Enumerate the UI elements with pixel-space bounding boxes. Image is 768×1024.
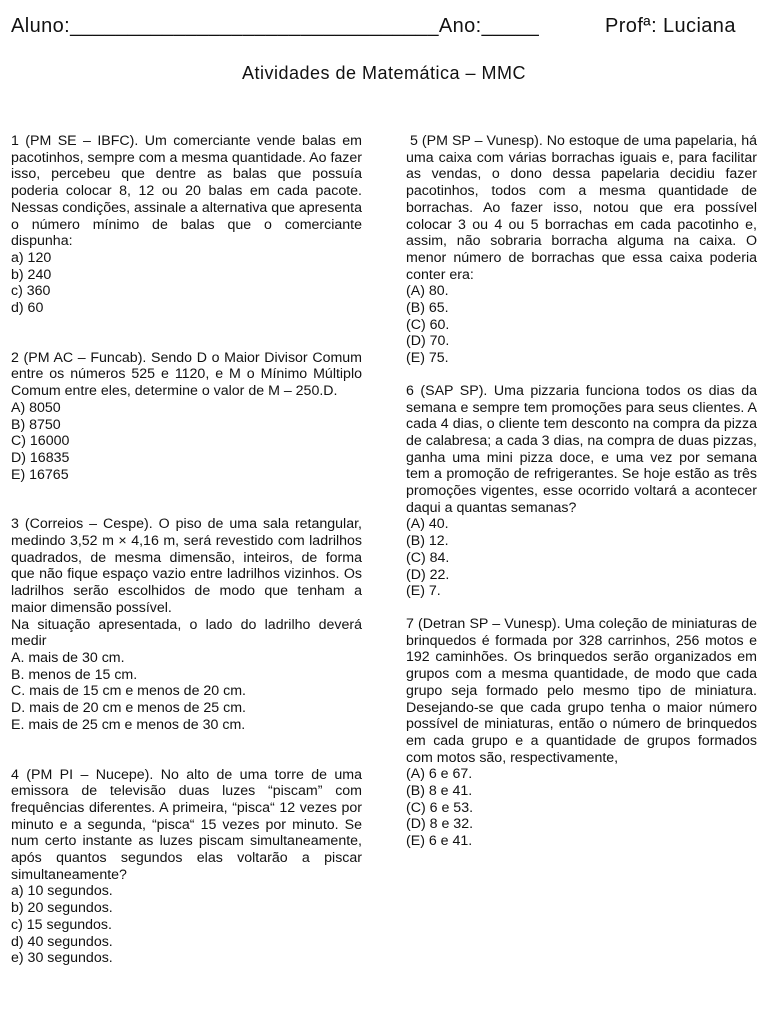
question-text: 7 (Detran SP – Vunesp). Uma coleção de miniaturas de brinquedos é formada por 328 carrinhos, 256 motos e 192 caminhões. Os brinquedos serão organizados em grupos com a mesma quantidade, de modo que cada grupo seja formado pelo mesmo tipo de miniatura. Desejando-se que cada grupo tenha o maior número possível de miniaturas, então o número de brinquedos em cada grupo e a quantidade de grupos formados com motos são, respectivamente,	[406, 615, 757, 766]
answer-options	[11, 400, 362, 484]
option-e: (E) 6 e 41.	[406, 833, 473, 850]
question-6	[406, 383, 757, 600]
right-column	[406, 133, 761, 850]
page-title: Atividades de Matemática – MMC	[241, 63, 527, 83]
answer-options	[406, 766, 757, 850]
option-c: c) 360	[11, 283, 51, 300]
option-c: C. mais de 15 cm e menos de 20 cm.	[11, 683, 246, 700]
question-text: 5 (PM SP – Vunesp). No estoque de uma papelaria, há uma caixa com várias borrachas iguais e, para facilitar as vendas, o dono dessa papelaria decidiu fazer pacotinhos, todos com a mesma quantidade de borrachas. Ao fazer isso, notou que era possível colocar 3 ou 4 ou 5 borrachas em cada pacotinho e, assim, não sobraria borracha alguma na caixa. O menor número de borrachas que essa caixa poderia conter era:	[406, 133, 761, 283]
question-1	[11, 133, 362, 317]
option-d: (D) 22.	[406, 566, 450, 583]
option-d: (D) 8 e 32.	[406, 816, 474, 833]
option-a: A) 8050	[11, 399, 61, 416]
option-b: (B) 65.	[406, 300, 449, 317]
question-subtext: Na situação apresentada, o lado do ladrilho deverá medir	[11, 616, 362, 650]
option-c: C) 16000	[11, 433, 70, 450]
option-d: d) 40 segundos.	[11, 933, 113, 950]
answer-options	[11, 650, 362, 734]
question-text: 2 (PM AC – Funcab). Sendo D o Maior Divisor Comum entre os números 525 e 1120, e M o Mínimo Múltiplo Comum entre eles, determine o valor de M – 250.D.	[11, 349, 362, 400]
option-a: A. mais de 30 cm.	[11, 649, 125, 666]
question-text: 4 (PM PI – Nucepe). No alto de uma torre de uma emissora de televisão duas luzes “piscam” com frequências diferentes. A primeira, “pisca“ 12 vezes por minuto e a segunda, “pisca“ 15 vezes por minuto. Se num certo instante as luzes piscam simultaneamente, após quantos segundos elas voltarão a piscar simultaneamente?	[11, 766, 362, 883]
option-a: a) 10 segundos.	[11, 883, 113, 900]
option-d: D. mais de 20 cm e menos de 25 cm.	[11, 700, 246, 717]
option-e: e) 30 segundos.	[11, 950, 113, 967]
option-e: (E) 7.	[406, 583, 441, 600]
answer-options	[11, 883, 362, 967]
option-a: a) 120	[11, 249, 52, 266]
question-3	[11, 516, 362, 733]
option-e: E. mais de 25 cm e menos de 30 cm.	[11, 716, 246, 733]
option-b: B) 8750	[11, 416, 61, 433]
option-e: E) 16765	[11, 466, 69, 483]
answer-options	[406, 516, 757, 600]
option-b: B. menos de 15 cm.	[11, 666, 138, 683]
question-7	[406, 616, 757, 850]
option-c: (C) 6 e 53.	[406, 799, 474, 816]
question-text: 3 (Correios – Cespe). O piso de uma sala retangular, medindo 3,52 m × 4,16 m, será revestido com ladrilhos quadrados, de mesma dimensão, inteiros, de forma que não fique espaço vazio entre ladrilhos vizinhos. Os ladrilhos serão escolhidos de modo que tenham a maior dimensão possível.	[11, 516, 362, 616]
option-b: (B) 8 e 41.	[406, 783, 473, 800]
option-d: D) 16835	[11, 449, 70, 466]
option-b: b) 20 segundos.	[11, 900, 113, 917]
option-d: d) 60	[11, 300, 44, 317]
option-a: (A) 40.	[406, 516, 449, 533]
answer-options	[11, 250, 362, 317]
option-c: c) 15 segundos.	[11, 916, 112, 933]
question-5	[406, 133, 761, 367]
question-4	[11, 767, 362, 967]
question-text: 1 (PM SE – IBFC). Um comerciante vende balas em pacotinhos, sempre com a mesma quantidade. Ao fazer isso, percebeu que dentre as balas que possuía poderia colocar 8, 12 ou 20 balas em cada pacote. Nessas condições, assinale a alternativa que apresenta o número mínimo de balas que o comerciante dispunha:	[11, 133, 362, 250]
student-name-field: Aluno:________________________________Ano:_____	[11, 15, 540, 37]
option-d: (D) 70.	[406, 333, 450, 350]
teacher-name: Profª: Luciana	[605, 15, 736, 37]
option-c: (C) 84.	[406, 549, 450, 566]
option-b: b) 240	[11, 266, 52, 283]
answer-options	[406, 283, 757, 367]
option-c: (C) 60.	[406, 316, 450, 333]
option-e: (E) 75.	[406, 350, 449, 367]
option-a: (A) 6 e 67.	[406, 766, 473, 783]
question-2	[11, 350, 362, 484]
option-b: (B) 12.	[406, 533, 449, 550]
left-column	[11, 133, 362, 967]
option-a: (A) 80.	[406, 283, 449, 300]
question-text: 6 (SAP SP). Uma pizzaria funciona todos os dias da semana e sempre tem promoções para seus clientes. A cada 4 dias, o cliente tem desconto na compra da pizza de calabresa; a cada 3 dias, na compra de duas pizzas, ganha uma mini pizza doce, e uma vez por semana tem a promoção de refrigerantes. Se hoje estão as três promoções vigentes, esse ocorrido voltará a acontecer daqui a quantas semanas?	[406, 382, 757, 516]
